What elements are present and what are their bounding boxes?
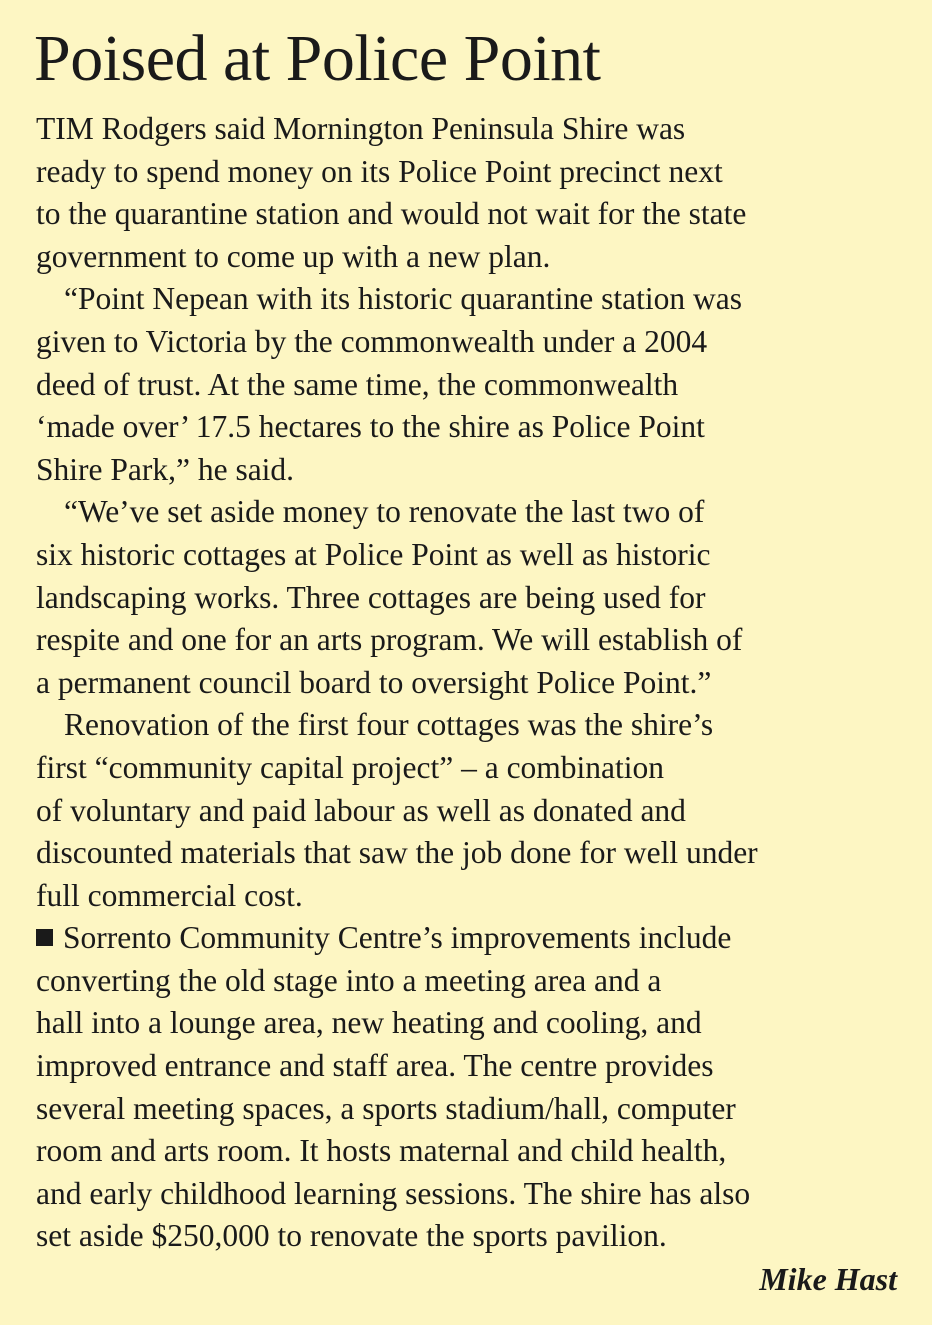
paragraph-line: discounted materials that saw the job done for well under [36, 835, 758, 871]
bullet-paragraph-line: improved entrance and staff area. The centre provides [36, 1048, 714, 1084]
bullet-paragraph-line: set aside $250,000 to renovate the sports pavilion. [36, 1218, 667, 1254]
paragraph-line: of voluntary and paid labour as well as donated and [36, 792, 686, 828]
paragraph-line: a permanent council board to oversight Police Point.” [36, 664, 712, 700]
paragraph-line: six historic cottages at Police Point as well as historic [36, 536, 711, 572]
headline: Poised at Police Point [34, 22, 601, 95]
bullet-paragraph-line: several meeting spaces, a sports stadium/hall, computer [36, 1090, 736, 1126]
byline: Mike Hast [759, 1261, 897, 1298]
bullet-paragraph-text: Sorrento Community Centre’s improvements include [63, 920, 732, 956]
paragraph-line: ‘made over’ 17.5 hectares to the shire as Police Point [36, 409, 705, 445]
article-body [36, 108, 896, 1258]
paragraph-line: to the quarantine station and would not wait for the state [36, 196, 747, 232]
square-bullet-icon [36, 929, 53, 946]
paragraph-line: Renovation of the first four cottages was the shire’s [64, 707, 714, 743]
paragraph-line: given to Victoria by the commonwealth under a 2004 [36, 323, 708, 359]
bullet-paragraph-line: hall into a lounge area, new heating and cooling, and [36, 1005, 702, 1041]
bullet-paragraph-line [36, 917, 896, 960]
bullet-paragraph-line: and early childhood learning sessions. The shire has also [36, 1175, 751, 1211]
paragraph-line: Shire Park,” he said. [36, 451, 295, 487]
bullet-paragraph-line: room and arts room. It hosts maternal and child health, [36, 1133, 727, 1169]
paragraph-line: government to come up with a new plan. [36, 238, 551, 274]
bullet-paragraph-line: converting the old stage into a meeting area and a [36, 962, 662, 998]
paragraph-line: full commercial cost. [36, 877, 303, 913]
paragraph-line: ready to spend money on its Police Point precinct next [36, 153, 723, 189]
paragraph-line: landscaping works. Three cottages are being used for [36, 579, 706, 615]
paragraph-line: deed of trust. At the same time, the commonwealth [36, 366, 679, 402]
paragraph-line: first “community capital project” – a combination [36, 749, 665, 785]
paragraph-line: “We’ve set aside money to renovate the last two of [64, 494, 705, 530]
paragraph-line: “Point Nepean with its historic quarantine station was [64, 281, 742, 317]
paragraph-line: respite and one for an arts program. We will establish of [36, 622, 743, 658]
paragraph-line: TIM Rodgers said Mornington Peninsula Shire was [36, 111, 686, 146]
